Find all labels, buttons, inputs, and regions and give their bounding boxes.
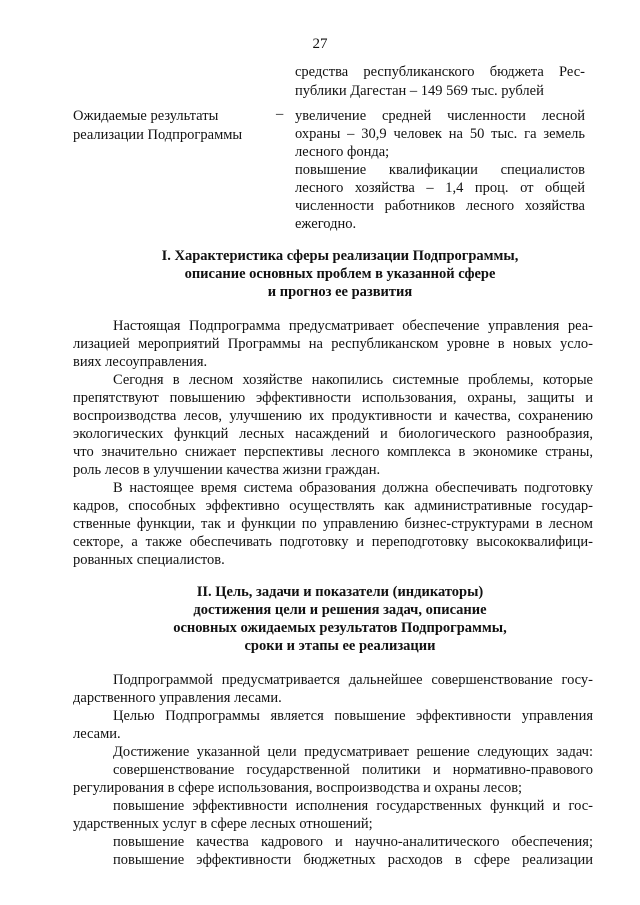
paragraph-line: повышение эффективности исполнения государственных функций и гос-: [113, 798, 593, 814]
paragraph-line: секторе, а также обеспечивать подготовку и переподготовку высококвалифици-: [73, 534, 593, 550]
expected-results-line: лесного фонда;: [295, 144, 390, 160]
paragraph-line: Достижение указанной цели предусматривает решение следующих задач:: [113, 744, 593, 760]
paragraph-line: В настоящее время система образования должна обеспечивать подготовку: [113, 480, 593, 496]
paragraph-line: ственные функции, так и функции по управлению бизнес-структурами в лесном: [73, 516, 593, 532]
label-dash: –: [276, 106, 284, 122]
expected-results-line: увеличение средней численности лесной: [295, 108, 585, 124]
expected-results-line: численности работников лесного хозяйства: [295, 198, 585, 214]
section-heading: описание основных проблем в указанной сфере: [184, 266, 496, 282]
paragraph-line: повышение качества кадрового и научно-аналитического обеспечения;: [113, 834, 593, 850]
paragraph-line: ударственных услуг в сфере лесных отношений;: [73, 816, 373, 832]
paragraph-line: экологических функций лесных насаждений и биологического разнообразия,: [73, 426, 593, 442]
section-heading: достижения цели и решения задач, описание: [193, 602, 487, 618]
paragraph-line: дарственного управления лесами.: [73, 690, 282, 706]
paragraph-line: совершенствование государственной политики и нормативно-правового: [113, 762, 593, 778]
paragraph-line: Сегодня в лесном хозяйстве накопились системные проблемы, которые: [113, 372, 593, 388]
expected-results-label: Ожидаемые результаты: [73, 108, 219, 124]
funding-text-line: средства республиканского бюджета Рес-: [295, 64, 585, 80]
section-heading: основных ожидаемых результатов Подпрограммы,: [173, 620, 507, 636]
paragraph-line: рованных специалистов.: [73, 552, 225, 568]
section-heading: сроки и этапы ее реализации: [244, 638, 436, 654]
paragraph-line: регулирования в сфере использования, воспроизводства и охраны лесов;: [73, 780, 523, 796]
paragraph-line: роль лесов в улучшении качества жизни граждан.: [73, 462, 381, 478]
section-heading: и прогноз ее развития: [267, 284, 413, 300]
paragraph-line: препятствуют повышению эффективности использования, охраны, защиты и: [73, 390, 593, 406]
funding-text-line: публики Дагестан – 149 569 тыс. рублей: [295, 83, 544, 99]
expected-results-line: охраны – 30,9 человек на 50 тыс. га земель: [295, 126, 585, 142]
paragraph-line: лизацией мероприятий Программы на республиканском уровне в новых усло-: [73, 336, 593, 352]
paragraph-line: кадров, способных эффективно осуществлять как административные государ-: [73, 498, 593, 514]
paragraph-line: лесами.: [73, 726, 121, 742]
section-heading: II. Цель, задачи и показатели (индикаторы): [196, 584, 484, 600]
paragraph-line: что значительно снижает перспективы лесного комплекса в экономике страны,: [73, 444, 593, 460]
paragraph-line: повышение эффективности бюджетных расходов в сфере реализации: [113, 852, 593, 868]
expected-results-line: лесного хозяйства – 1,4 проц. от общей: [295, 180, 585, 196]
expected-results-line: повышение квалификации специалистов: [295, 162, 585, 178]
paragraph-line: Настоящая Подпрограмма предусматривает обеспечение управления реа-: [113, 318, 593, 334]
expected-results-line: ежегодно.: [295, 216, 357, 232]
paragraph-line: воспроизводства лесов, улучшению их продуктивности и качества, сохранению: [73, 408, 593, 424]
page-number: 27: [312, 36, 328, 52]
expected-results-label: реализации Подпрограммы: [73, 127, 243, 143]
section-heading: I. Характеристика сферы реализации Подпрограммы,: [161, 248, 519, 264]
paragraph-line: Подпрограммой предусматривается дальнейшее совершенствование госу-: [113, 672, 593, 688]
paragraph-line: Целью Подпрограммы является повышение эффективности управления: [113, 708, 593, 724]
paragraph-line: виях лесоуправления.: [73, 354, 208, 370]
